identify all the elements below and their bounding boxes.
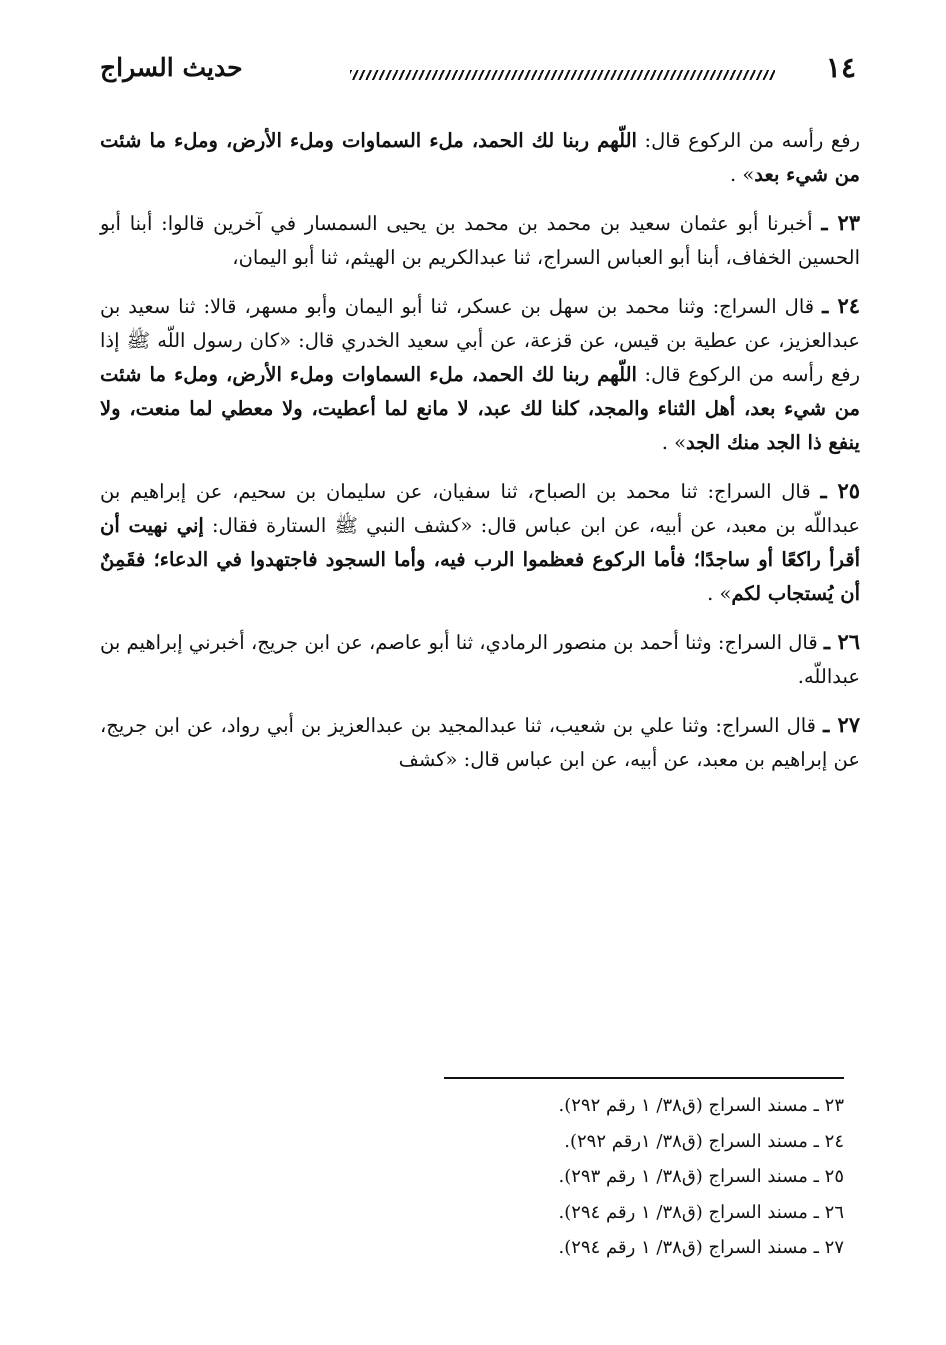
hadith-paragraph (100, 708, 860, 777)
narration-text: » . (729, 163, 755, 186)
page-number: ١٤ (825, 51, 856, 84)
running-title: حديث السراج (100, 53, 243, 82)
hadith-paragraph (100, 124, 860, 192)
hadith-paragraph (100, 289, 860, 460)
hadith-paragraph (100, 625, 860, 694)
hadith-paragraph (100, 206, 860, 275)
narration-text: قال السراج: وثنا محمد بن سهل بن عسكر، ثنا أبو اليمان وأبو مسهر، قالا: ثنا سعيد بن عبدالعزيز، عن عطية بن قيس، عن قزعة، عن أبي سعيد الخدري قال: «كان رسول اللّه ﷺ إذا رفع رأسه من الركوع قال: (100, 295, 860, 386)
narration-text: رفع رأسه من الركوع قال: (636, 129, 860, 152)
prophetic-text: اللّهم ربنا لك الحمد، ملء السماوات وملء الأرض، وملء ما شئت من شيء بعد، أهل الثناء والمجد، كلنا لك عبد، لا مانع لما أعطيت، ولا معطي لما منعت، ولا ينفع ذا الجد منك الجد (100, 363, 860, 454)
footnote-divider (444, 1077, 844, 1079)
footnote-item: ٢٣ ـ مسند السراج (ق٣٨/ ١ رقم ٢٩٢). (558, 1095, 844, 1116)
narration-text: » . (661, 431, 687, 454)
narration-text: قال السراج: وثنا أحمد بن منصور الرمادي، ثنا أبو عاصم، عن ابن جريج، أخبرني إبراهيم بن عبداللّه. (100, 631, 860, 688)
narration-text: » . (707, 582, 732, 605)
footnote-item: ٢٤ ـ مسند السراج (ق٣٨/ ١رقم ٢٩٢). (564, 1130, 844, 1152)
footnote-item: ٢٧ ـ مسند السراج (ق٣٨/ ١ رقم ٢٩٤). (558, 1237, 844, 1258)
hadith-number: ٢٤ ـ (822, 293, 861, 318)
page-header (100, 48, 856, 98)
prophetic-text: إني نهيت أن أقرأ راكعًا أو ساجدًا؛ فأما الركوع فعظموا الرب فيه، وأما السجود فاجتهدوا في الدعاء؛ فقَمِنٌ أن يُستجاب لكم (100, 514, 860, 605)
footnote-item: ٢٦ ـ مسند السراج (ق٣٨/ ١ رقم ٢٩٤). (558, 1201, 844, 1223)
header-ornament-line (350, 70, 775, 80)
narration-text: قال السراج: ثنا محمد بن الصباح، ثنا سفيان، عن سليمان بن سحيم، عن إبراهيم بن عبداللّه بن معبد، عن أبيه، عن ابن عباس قال: «كشف النبي ﷺ الستارة فقال: (100, 480, 860, 537)
prophetic-text: اللّهم ربنا لك الحمد، ملء السماوات وملء الأرض، وملء ما شئت من شيء بعد (100, 129, 860, 186)
footnotes (344, 1088, 844, 1266)
footnote-item: ٢٥ ـ مسند السراج (ق٣٨/ ١ رقم ٢٩٣). (558, 1166, 844, 1187)
hadith-number: ٢٧ ـ (823, 712, 860, 737)
hadith-number: ٢٦ ـ (823, 629, 860, 654)
hadith-paragraph (100, 474, 860, 611)
narration-text: قال السراج: وثنا علي بن شعيب، ثنا عبدالمجيد بن عبدالعزيز بن أبي رواد، عن ابن جريج، عن إبراهيم بن معبد، عن أبيه، عن ابن عباس قال: «كشف (100, 714, 860, 771)
hadith-number: ٢٣ ـ (821, 210, 861, 235)
hadith-number: ٢٥ ـ (820, 478, 860, 503)
narration-text: أخبرنا أبو عثمان سعيد بن محمد بن محمد بن يحيى السمسار في آخرين قالوا: أبنا أبو الحسين الخفاف، أبنا أبو العباس السراج، ثنا عبدالكريم بن الهيثم، ثنا أبو اليمان، (100, 212, 860, 269)
main-text (100, 124, 860, 791)
